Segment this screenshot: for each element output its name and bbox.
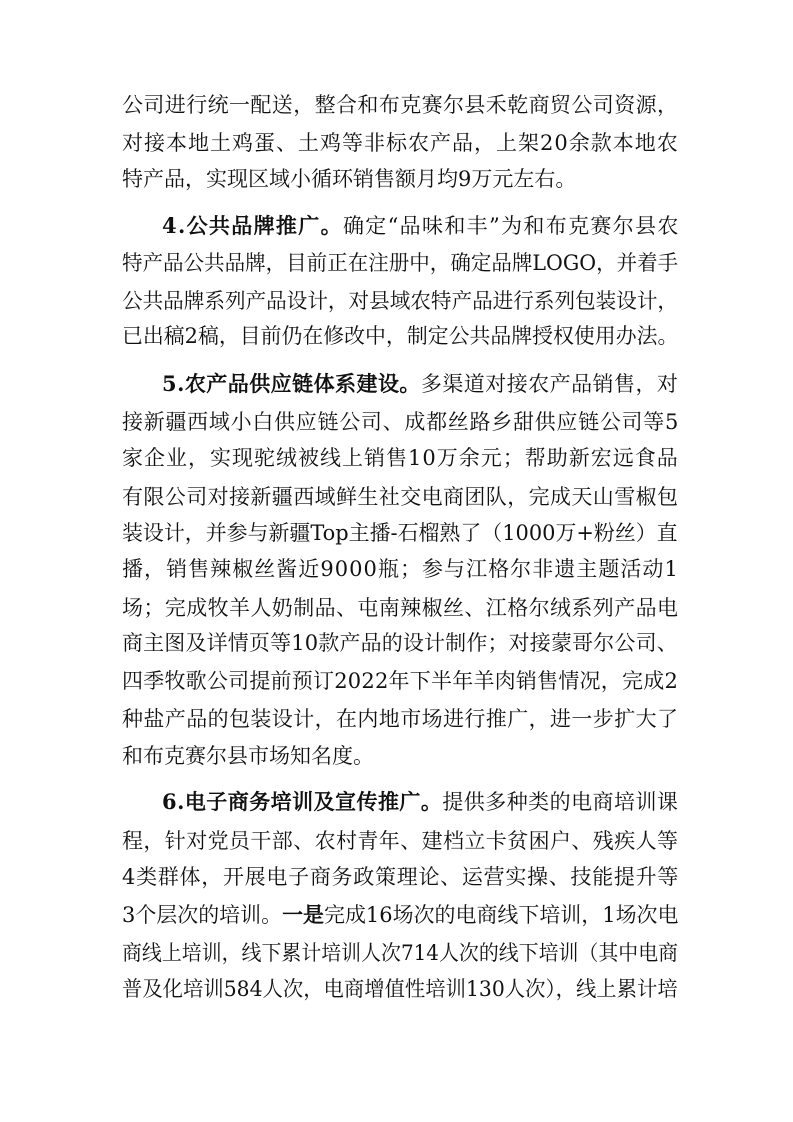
body-text: 公司进行统一配送，整合和布克赛尔县禾乾商贸公司资源， [122,93,679,117]
line-content [122,407,679,437]
body-text: 完成16场次的电商线下培训，1场次电 [324,903,679,927]
line-content [122,628,678,658]
line-content [122,741,374,771]
line-content [162,211,680,241]
body-text: 有限公司对接新疆西域鲜生社交电商团队，完成天山雪椒包 [122,485,679,509]
body-text: 播，销售辣椒丝酱近9000瓶；参与江格尔非遗主题活动1 [122,557,679,581]
body-text: 特产品公共品牌，目前正在注册中，确定品牌LOGO，并着手 [122,251,679,275]
bold-text: 5.农产品供应链体系建设。 [162,371,421,396]
body-text: 3个层次的培训。 [122,903,283,927]
line-content [122,164,576,194]
line-content [122,593,678,623]
line-content [122,518,678,548]
body-text: 已出稿2稿，目前仍在修改中，制定公共品牌授权使用办法。 [122,324,679,348]
line-content [122,862,679,892]
body-text: 普及化培训584人次，电商增值性培训130人次），线上累计培 [122,977,678,1001]
body-text: 种盐产品的包装设计，在内地市场进行推广，进一步扩大了 [122,707,679,731]
body-text: 对接本地土鸡蛋、土鸡等非标农产品，上架20余款本地农 [122,131,679,155]
body-text: 提供多种类的电商培训课 [442,790,679,814]
body-text: 特产品，实现区域小循环销售额月均9万元左右。 [122,167,577,191]
line-content [122,286,678,316]
line-content [122,666,678,696]
bold-text: 4.公共品牌推广。 [162,213,343,238]
line-content [122,826,678,856]
line-content [122,321,678,351]
line-content [122,248,678,278]
bold-text: 一是 [282,902,325,927]
bold-text: 6.电子商务培训及宣传推广。 [162,789,443,814]
body-text: 程，针对党员干部、农村青年、建档立卡贫困户、残疾人等 [122,829,679,853]
body-text: 四季牧歌公司提前预订2022年下半年羊肉销售情况，完成2 [122,669,679,693]
body-text: 商线上培训，线下累计培训人次714人次的线下培训（其中电商 [122,941,679,965]
body-text: 装设计，并参与新疆Top主播-石榴熟了（1000万+粉丝）直 [122,521,678,545]
body-text: 接新疆西域小白供应链公司、成都丝路乡甜供应链公司等5 [122,410,680,434]
line-content [162,787,678,817]
line-content [122,900,678,930]
body-text: 场；完成牧羊人奶制品、屯南辣椒丝、江格尔绒系列产品电 [122,596,679,620]
line-content [122,443,679,473]
line-content [122,482,678,512]
line-content [122,128,679,158]
body-text: 公共品牌系列产品设计，对县域农特产品进行系列包装设计， [122,289,678,313]
line-content [122,554,679,584]
body-text: 确定“品味和丰”为和布克赛尔县农 [342,214,680,238]
body-text: 多渠道对接农产品销售，对 [420,372,679,396]
line-content [122,704,678,734]
body-text: 4类群体，开展电子商务政策理论、运营实操、技能提升等 [122,865,680,889]
line-content [122,974,678,1004]
body-text: 家企业，实现驼绒被线上销售10万余元；帮助新宏远食品 [122,446,679,470]
body-text: 商主图及详情页等10款产品的设计制作；对接蒙哥尔公司、 [122,631,678,655]
body-text: 和布克赛尔县市场知名度。 [122,744,374,768]
line-content [162,369,678,399]
line-content [122,90,678,120]
line-content [122,938,678,968]
